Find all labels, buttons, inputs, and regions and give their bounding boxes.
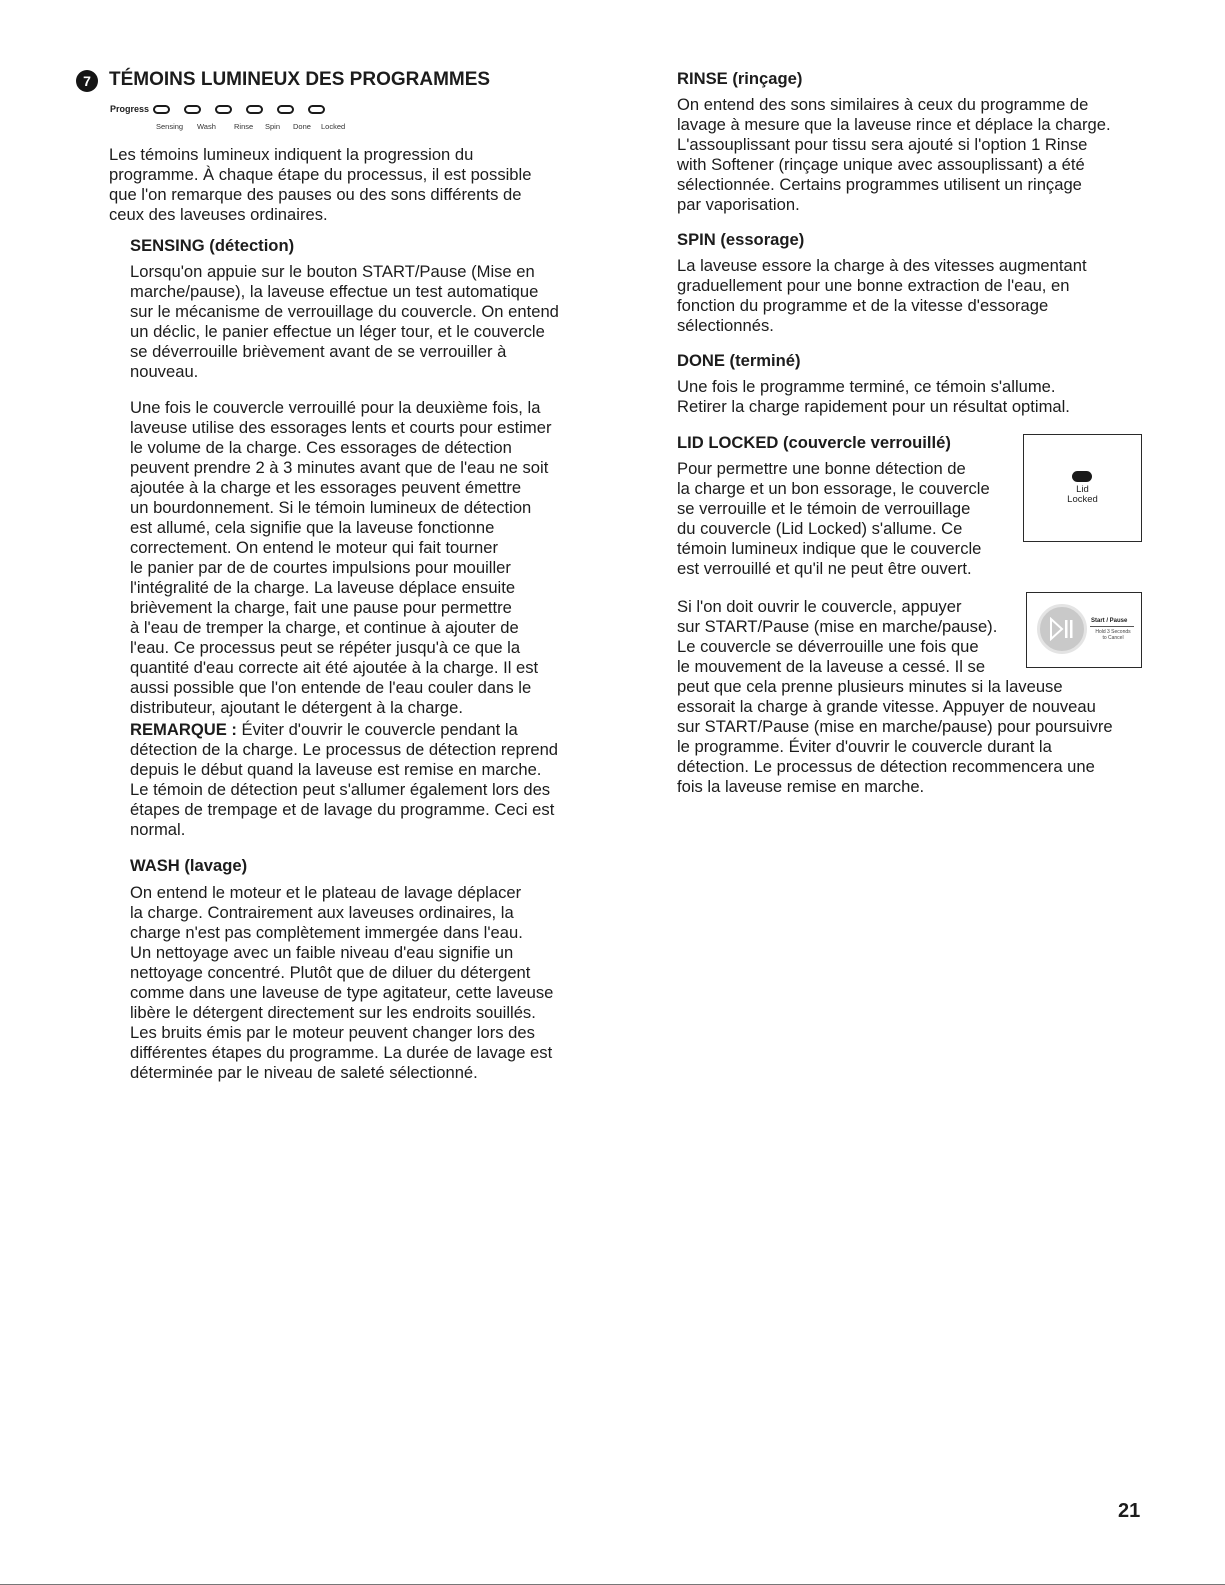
lid-locked-paragraph-2-end: peut que cela prenne plusieurs minutes si la laveuse essorait la charge à grande vitesse. Appuyer de nouveau sur START/Pause (mise en marche/pause) pour poursuivre le programme. Éviter d'ouvrir le couvercle durant la détection. Le processus de détection recommencera une fois la laveuse remise en marche. — [677, 677, 1113, 796]
note-first-text: Éviter d'ouvrir le couvercle pendant la — [236, 720, 518, 739]
stage-label-rinse: Rinse — [234, 122, 254, 131]
sensing-note-first-line — [130, 720, 518, 740]
lid-locked-indicator-illustration — [1023, 434, 1142, 542]
wash-heading: WASH (lavage) — [130, 856, 248, 875]
done-led-icon — [277, 105, 294, 114]
spin-led-icon — [246, 105, 263, 114]
stage-label-wash: Wash — [197, 122, 216, 131]
start-pause-subtitle: Hold 3 Seconds to Cancel — [1095, 629, 1131, 641]
start-pause-divider — [1090, 626, 1134, 627]
start-pause-title: Start / Pause — [1091, 618, 1128, 624]
stage-label-sensing: Sensing — [156, 122, 184, 131]
lid-locked-led-icon — [1072, 471, 1092, 482]
start-pause-button-illustration — [1026, 592, 1142, 668]
done-paragraph: Une fois le programme terminé, ce témoin s'allume. Retirer la charge rapidement pour un résultat optimal. — [677, 377, 1070, 416]
section-number-badge: 7 — [76, 70, 98, 92]
sensing-note-rest: détection de la charge. Le processus de détection reprend depuis le début quand la laveuse est remise en marche. Le témoin de détection peut s'allumer également lors des étapes de trempage et de lavage du programme. Ceci est normal. — [130, 740, 559, 839]
sensing-paragraph-1: Lorsqu'on appuie sur le bouton START/Pause (Mise en marche/pause), la laveuse effectue un test automatique sur le mécanisme de verrouillage du couvercle. On entend un déclic, le panier effectue un léger tour, et le couvercle se déverrouille brièvement avant de se verrouiller à nouveau. — [130, 262, 559, 381]
locked-led-icon — [308, 105, 325, 114]
progress-indicator-strip — [110, 100, 410, 136]
wash-led-icon — [184, 105, 201, 114]
wash-paragraph: On entend le moteur et le plateau de lavage déplacer la charge. Contrairement aux laveuses ordinaires, la charge n'est pas complètement immergée dans l'eau. Un nettoyage avec un faible niveau d'eau signifie un nettoyage concentré. Plutôt que de diluer du détergent comme dans une laveuse de type agitateur, cette laveuse libère le détergent directement sur les endroits souillés. Les bruits émis par le moteur peuvent changer lors des différentes étapes du programme. La durée de lavage est déterminée par le niveau de saleté sélectionné. — [130, 883, 554, 1082]
lid-locked-paragraph-2-start: Si l'on doit ouvrir le couvercle, appuyer sur START/Pause (mise en marche/pause). Le couvercle se déverrouille une fois que le mouvement de la laveuse a cessé. Il se — [677, 597, 998, 676]
sensing-led-icon — [153, 105, 170, 114]
lid-locked-heading: LID LOCKED (couvercle verrouillé) — [677, 433, 951, 452]
progress-label: Progress — [110, 104, 150, 114]
sensing-paragraph-2: Une fois le couvercle verrouillé pour la deuxième fois, la laveuse utilise des essorages lents et courts pour estimer le volume de la charge. Ces essorages de détection peuvent prendre 2 à 3 minutes avant que de l'eau ne soit ajoutée à la charge et les essorages peuvent émettre un bourdonnement. Si le témoin lumineux de détection est allumé, cela signifie que la laveuse fonctionne correctement. On entend le moteur qui fait tourner le panier par de de courtes impulsions pour mouiller l'intégralité de la charge. La laveuse déplace ensuite brièvement la charge, fait une pause pour permettre à l'eau de tremper la charge, et continue à ajouter de l'eau. Ce processus peut se répéter jusqu'à ce que la quantité d'eau correcte ait été ajoutée à la charge. Il est aussi possible que l'on entende de l'eau couler dans le distributeur, ajoutant le détergent à la charge. — [130, 398, 552, 717]
page-number: 21 — [1118, 1500, 1141, 1522]
stage-label-locked: Locked — [321, 122, 346, 131]
rinse-paragraph: On entend des sons similaires à ceux du programme de lavage à mesure que la laveuse rince et déplace la charge. L'assouplissant pour tissu sera ajouté si l'option 1 Rinse with Softener (rinçage unique avec assouplissant) a été sélectionnée. Certains programmes utilisent un rinçage par vaporisation. — [677, 95, 1111, 214]
stage-label-spin: Spin — [265, 122, 281, 131]
spin-heading: SPIN (essorage) — [677, 230, 805, 249]
sensing-heading: SENSING (détection) — [130, 236, 295, 255]
play-pause-icon — [1037, 604, 1087, 654]
lid-locked-paragraph-1: Pour permettre une bonne détection de la charge et un bon essorage, le couvercle se verrouille et le témoin de verrouillage du couvercle (Lid Locked) s'allume. Ce témoin lumineux indique que le couvercle est verrouillé et qu'il ne peut être ouvert. — [677, 459, 990, 578]
section-title: TÉMOINS LUMINEUX DES PROGRAMMES — [109, 69, 491, 90]
intro-paragraph: Les témoins lumineux indiquent la progression du programme. À chaque étape du processus, il est possible que l'on remarque des pauses ou des sons différents de ceux des laveuses ordinaires. — [109, 145, 532, 224]
lid-locked-indicator-label: Lid Locked — [1067, 484, 1098, 505]
note-label: REMARQUE : — [130, 720, 237, 739]
done-heading: DONE (terminé) — [677, 351, 801, 370]
rinse-heading: RINSE (rinçage) — [677, 69, 803, 88]
spin-paragraph: La laveuse essore la charge à des vitesses augmentant graduellement pour une bonne extraction de l'eau, en fonction du programme et de la vitesse d'essorage sélectionnés. — [677, 256, 1087, 335]
stage-label-done: Done — [293, 122, 311, 131]
rinse-led-icon — [215, 105, 232, 114]
